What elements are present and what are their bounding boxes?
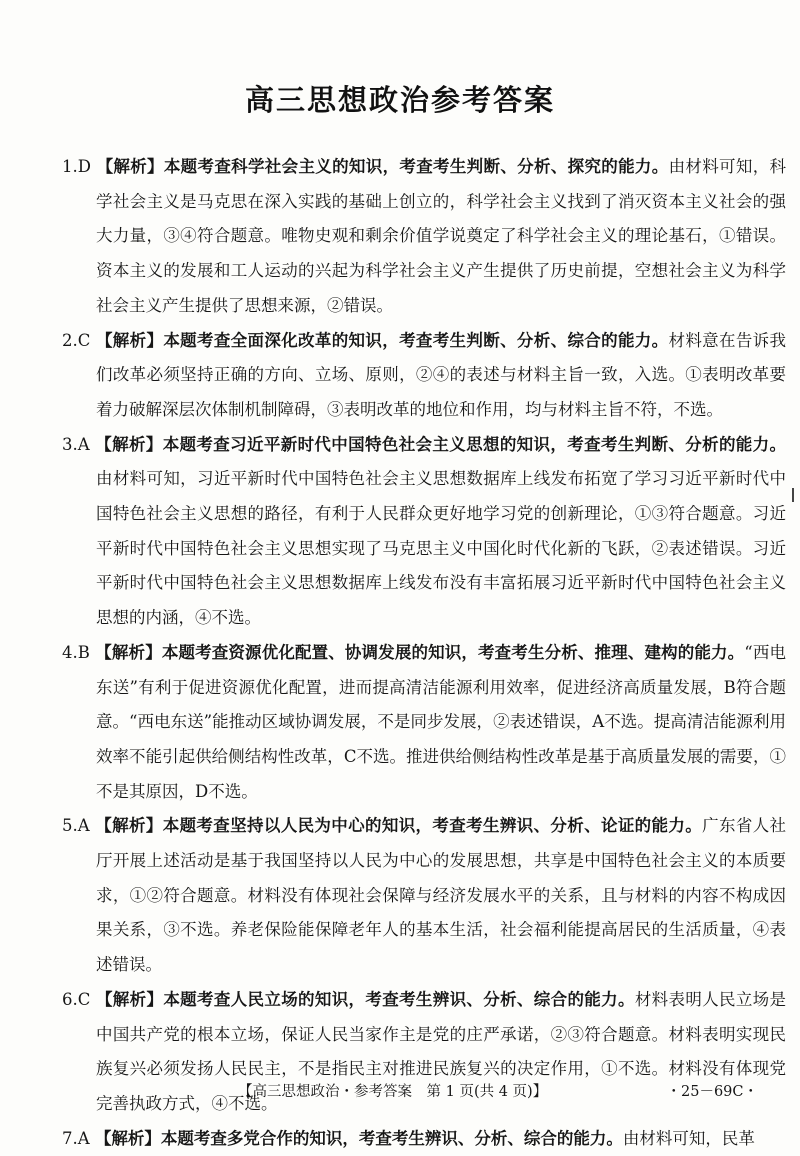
analysis-tag: 【解析】 bbox=[95, 816, 163, 836]
analysis-lead: 本题考查坚持以人民为中心的知识，考查考生辨识、分析、论证的能力。 bbox=[162, 816, 703, 836]
analysis-body: 由材料可知，习近平新时代中国特色社会主义思想数据库上线发布拓宽了学习习近平新时代中国特色社会主义思想的路径，有利于人民群众更好地学习党的创新理论，①③符合题意。习近平新时代中国特色社会主义思想实现了马克思主义中国化时代化新的飞跃，②表述错误。习近平新时代中国特色社会主义思想数据库上线发布没有丰富拓展习近平新时代中国特色社会主义思想的内涵，④不选。 bbox=[96, 469, 786, 628]
analysis-lead: 本题考查人民立场的知识，考查考生辨识、分析、综合的能力。 bbox=[163, 989, 635, 1009]
analysis-tag: 【解析】 bbox=[94, 1128, 161, 1148]
analysis-body: 材料意在告诉我们改革必须坚持正确的方向、立场、原则，②④的表述与材料主旨一致，入选。①表明改革要着力破解深层次体制机制障碍，③表明改革的地位和作用，均与材料主旨不符，不选。 bbox=[96, 330, 787, 419]
answer-item-3 bbox=[62, 428, 786, 636]
answer-number: 7.A bbox=[62, 1128, 90, 1148]
analysis-body: 由材料可知，民革 bbox=[622, 1128, 755, 1148]
analysis-tag: 【解析】 bbox=[95, 989, 164, 1009]
footer-code: ・25－69C・ bbox=[666, 1084, 758, 1100]
answer-number: 4.B bbox=[62, 642, 90, 662]
answer-number: 2.C bbox=[62, 330, 91, 350]
answer-number: 6.C bbox=[62, 989, 91, 1009]
answer-number: 5.A bbox=[62, 816, 90, 836]
scan-edge-mark bbox=[792, 488, 794, 502]
analysis-lead: 本题考查全面深化改革的知识，考查考生判断、分析、综合的能力。 bbox=[163, 330, 669, 350]
analysis-lead: 本题考查多党合作的知识，考查考生辨识、分析、综合的能力。 bbox=[160, 1128, 623, 1148]
analysis-body: 材料表明人民立场是中国共产党的根本立场，保证人民当家作主是党的庄严承诺，②③符合题意。材料表明实现民族复兴必须发扬人民民主，不是指民主对推进民族复兴的决定作用，①不选。材料没有体现党完善执政方式，④不选。 bbox=[96, 989, 787, 1113]
analysis-lead: 本题考查习近平新时代中国特色社会主义思想的知识，考查考生判断、分析的能力。 bbox=[162, 434, 787, 454]
footer-page-info: 【高三思想政治・参考答案 第 1 页(共 4 页)】 bbox=[238, 1084, 548, 1100]
answer-number: 1.D bbox=[62, 157, 91, 176]
analysis-tag: 【解析】 bbox=[95, 642, 162, 662]
answer-item-7 bbox=[62, 1122, 786, 1156]
page-footer bbox=[0, 1076, 800, 1104]
answer-list bbox=[62, 150, 786, 1156]
answer-item-5 bbox=[62, 809, 786, 983]
analysis-body: 广东省人社厅开展上述活动是基于我国坚持以人民为中心的发展思想，共享是中国特色社会主义的本质要求，①②符合题意。材料没有体现社会保障与经济发展水平的关系，且与材料的内容不构成因果关系，③不选。养老保险能保障老年人的基本生活，社会福利能提高居民的生活质量，④表述错误。 bbox=[96, 816, 787, 975]
analysis-tag: 【解析】 bbox=[96, 157, 164, 176]
answer-item-2 bbox=[62, 324, 786, 428]
answer-number: 3.A bbox=[62, 434, 90, 454]
analysis-lead: 本题考查资源优化配置、协调发展的知识，考查考生分析、推理、建构的能力。 bbox=[161, 642, 745, 662]
analysis-tag: 【解析】 bbox=[95, 434, 163, 454]
analysis-tag: 【解析】 bbox=[95, 330, 164, 350]
analysis-lead: 本题考查科学社会主义的知识，考查考生判断、分析、探究的能力。 bbox=[163, 157, 669, 176]
page-title: 高三思想政治参考答案 bbox=[244, 83, 555, 117]
answer-item-1 bbox=[62, 150, 786, 324]
answer-item-4 bbox=[62, 636, 786, 810]
analysis-body: “西电东送”有利于促进资源优化配置，进而提高清洁能源利用效率，促进经济高质量发展，B符合题意。“西电东送”能推动区域协调发展，不是同步发展，②表述错误，A不选。提高清洁能源利用效率不能引起供给侧结构性改革，C不选。推进供给侧结构性改革是基于高质量发展的需要，①不是其原因，D不选。 bbox=[96, 642, 787, 801]
analysis-body: 由材料可知，科学社会主义是马克思在深入实践的基础上创立的，科学社会主义找到了消灭资本主义社会的强大力量，③④符合题意。唯物史观和剩余价值学说奠定了科学社会主义的理论基石，①错误。资本主义的发展和工人运动的兴起为科学社会主义产生提供了历史前提，空想社会主义为科学社会主义产生提供了思想来源，②错误。 bbox=[96, 157, 787, 315]
